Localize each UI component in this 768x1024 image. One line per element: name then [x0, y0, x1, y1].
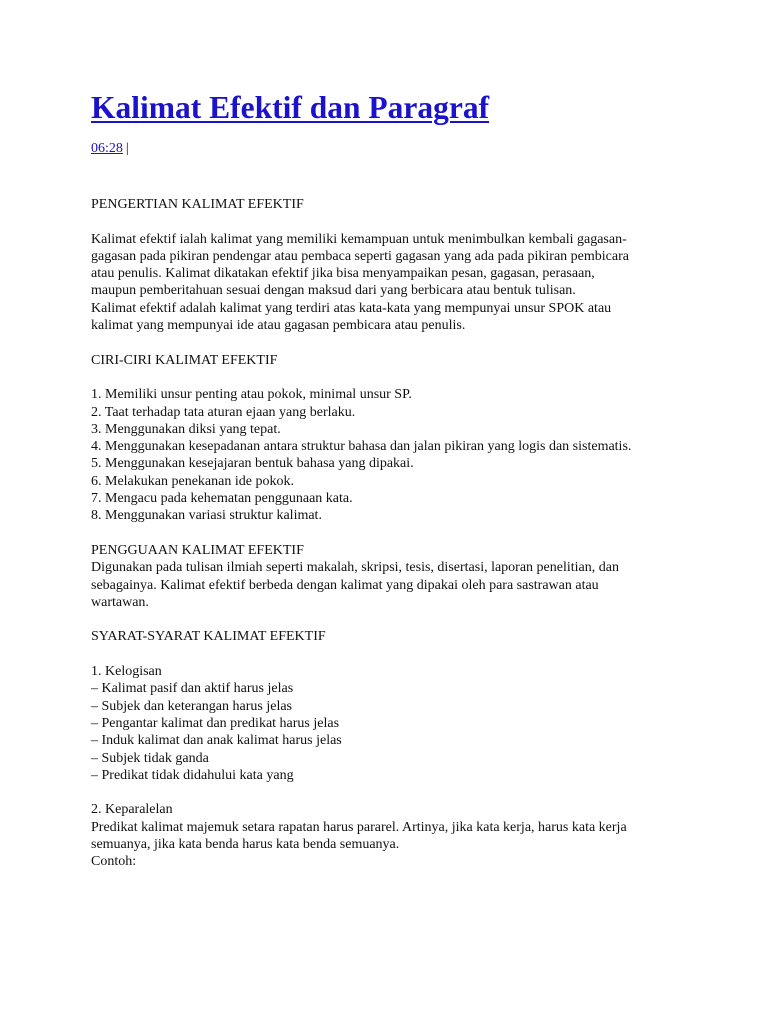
section-heading: PENGGUAAN KALIMAT EFEKTIF: [91, 542, 304, 558]
paragraph-line: Kalimat efektif ialah kalimat yang memiliki kemampuan untuk menimbulkan kembali gagasan-: [91, 231, 627, 247]
paragraph-line: Digunakan pada tulisan ilmiah seperti makalah, skripsi, tesis, disertasi, laporan penelitian, dan: [91, 560, 619, 576]
list-item: 4. Menggunakan kesepadanan antara struktur bahasa dan jalan pikiran yang logis dan sistematis.: [91, 439, 632, 455]
list-item: – Subjek tidak ganda: [91, 750, 209, 766]
paragraph-line: atau penulis. Kalimat dikatakan efektif jika bisa menyampaikan pesan, gagasan, perasaan,: [91, 266, 595, 282]
paragraph-line: wartawan.: [91, 594, 149, 610]
list-item: – Kalimat pasif dan aktif harus jelas: [91, 681, 294, 697]
list-item: 1. Memiliki unsur penting atau pokok, minimal unsur SP.: [91, 387, 412, 403]
list-item: 8. Menggunakan variasi struktur kalimat.: [91, 508, 322, 524]
section-heading: SYARAT-SYARAT KALIMAT EFEKTIF: [91, 629, 326, 645]
list-item: – Induk kalimat dan anak kalimat harus jelas: [91, 733, 342, 749]
paragraph-line: Contoh:: [91, 854, 137, 870]
subsection-title: 2. Keparalelan: [91, 802, 173, 818]
paragraph-line: semuanya, jika kata benda harus kata benda semuanya.: [91, 836, 400, 852]
meta-separator: |: [125, 141, 129, 156]
paragraph-line: maupun pemberitahuan sesuai dengan maksud dari yang berbicara atau bentuk tulisan.: [91, 283, 576, 299]
subsection-title: 1. Kelogisan: [91, 664, 162, 680]
list-item: 6. Melakukan penekanan ide pokok.: [91, 473, 294, 489]
list-item: – Predikat tidak didahului kata yang: [91, 767, 294, 783]
section-pengertian: [91, 196, 681, 871]
paragraph-line: gagasan pada pikiran pendengar atau pembaca seperti gagasan yang ada pada pikiran pembicara: [91, 248, 629, 264]
list-item: – Subjek dan keterangan harus jelas: [91, 698, 292, 714]
spacer: [91, 157, 681, 196]
section-heading: PENGERTIAN KALIMAT EFEKTIF: [91, 197, 304, 212]
list-item: 5. Menggunakan kesejajaran bentuk bahasa yang dipakai.: [91, 456, 414, 472]
post-meta: [91, 140, 681, 157]
article: [91, 88, 681, 871]
list-item: 3. Menggunakan diksi yang tepat.: [91, 421, 281, 437]
list-item: – Pengantar kalimat dan predikat harus jelas: [91, 715, 340, 731]
paragraph-line: Kalimat efektif adalah kalimat yang terdiri atas kata-kata yang mempunyai unsur SPOK atau: [91, 300, 612, 316]
list-item: 2. Taat terhadap tata aturan ejaan yang berlaku.: [91, 404, 356, 420]
section-heading: CIRI-CIRI KALIMAT EFEKTIF: [91, 352, 278, 368]
list-item: 7. Mengacu pada kehematan penggunaan kata.: [91, 491, 353, 507]
paragraph-line: sebagainya. Kalimat efektif berbeda dengan kalimat yang dipakai oleh para sastrawan atau: [91, 577, 599, 593]
paragraph-line: Predikat kalimat majemuk setara rapatan harus pararel. Artinya, jika kata kerja, harus kata kerja: [91, 819, 627, 835]
paragraph-line: kalimat yang mempunyai ide atau gagasan pembicara atau penulis.: [91, 318, 466, 334]
post-time-link[interactable]: 06:28: [91, 141, 123, 156]
article-title-link[interactable]: Kalimat Efektif dan Paragraf: [91, 90, 490, 125]
